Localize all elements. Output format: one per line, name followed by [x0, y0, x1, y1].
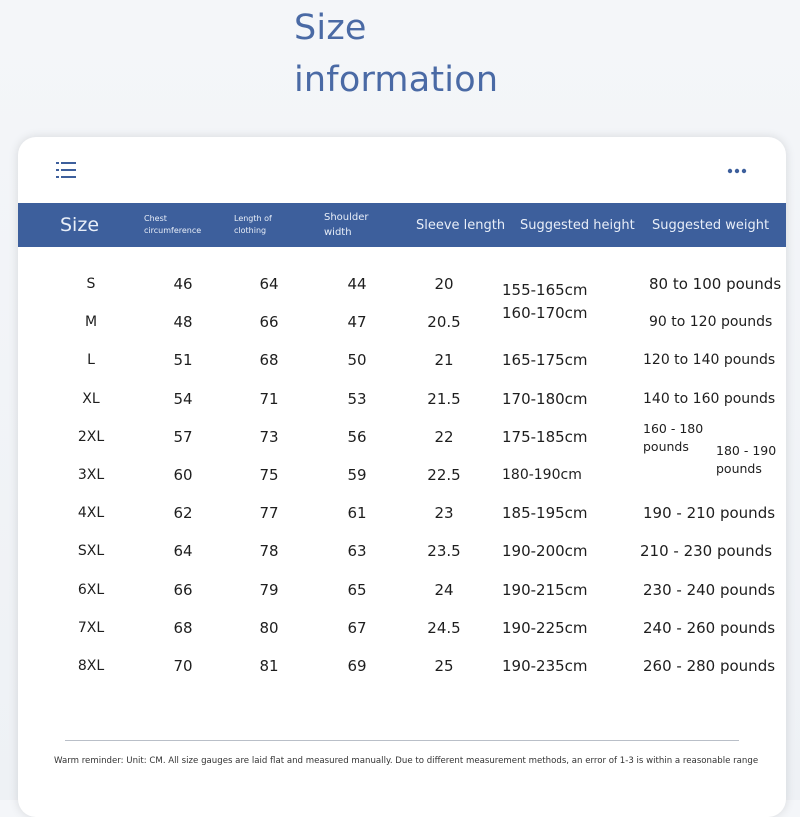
cell-weight: 80 to 100 pounds: [649, 275, 782, 293]
page-title-line2: information: [294, 60, 499, 100]
cell-shoulder: 67: [347, 618, 367, 637]
cell-height: 155-165cm: [502, 281, 588, 299]
table-row: [18, 442, 786, 494]
cell-weight: 160 - 180 pounds: [643, 420, 704, 454]
size-chart-card: [18, 137, 786, 817]
cell-chest: 51: [173, 351, 193, 370]
cell-length: 78: [259, 542, 279, 561]
cell-height: 185-195cm: [502, 504, 588, 523]
table-header: [18, 203, 786, 247]
cell-size: M: [84, 314, 98, 331]
table-row: [18, 494, 786, 532]
cell-chest: 70: [173, 656, 193, 675]
cell-shoulder: 56: [347, 427, 367, 446]
menu-list-icon[interactable]: [56, 161, 76, 179]
header-height: Suggested height: [520, 217, 635, 233]
cell-shoulder: 44: [347, 275, 367, 293]
table-body: [18, 265, 786, 685]
more-dots-icon[interactable]: [727, 168, 747, 174]
cell-weight: 210 - 230 pounds: [640, 542, 773, 561]
cell-height: 190-225cm: [502, 618, 588, 637]
cell-length: 68: [259, 351, 279, 370]
cell-chest: 62: [173, 504, 193, 523]
cell-weight: 190 - 210 pounds: [643, 504, 776, 523]
cell-height: 170-180cm: [502, 389, 588, 408]
cell-weight: 90 to 120 pounds: [649, 314, 773, 331]
header-sleeve: Sleeve length: [416, 217, 506, 233]
cell-sleeve: 23.5: [427, 542, 461, 561]
cell-size: 2XL: [77, 428, 105, 445]
cell-height: 190-235cm: [502, 656, 588, 675]
cell-size: SXL: [77, 543, 105, 560]
cell-length: 66: [259, 313, 279, 332]
cell-sleeve: 22: [434, 427, 454, 446]
cell-size: 6XL: [77, 581, 105, 598]
cell-length: 81: [259, 656, 279, 675]
cell-height: 190-215cm: [502, 580, 588, 599]
cell-size: XL: [82, 390, 100, 407]
cell-chest: 46: [173, 275, 193, 293]
cell-size: 7XL: [77, 619, 105, 636]
cell-sleeve: 21.5: [427, 389, 461, 408]
cell-weight: 120 to 140 pounds: [643, 352, 776, 369]
table-row: [18, 303, 786, 341]
cell-sleeve: 21: [434, 351, 454, 370]
cell-chest: 57: [173, 427, 193, 446]
cell-height: 180-190cm: [502, 466, 582, 483]
cell-sleeve: 23: [434, 504, 454, 523]
cell-sleeve: 25: [434, 656, 454, 675]
cell-chest: 54: [173, 389, 193, 408]
header-shoulder: Shoulder width: [324, 212, 369, 238]
header-chest: Chest circumference: [144, 214, 202, 235]
table-row: [18, 609, 786, 647]
cell-length: 75: [259, 465, 279, 484]
cell-size: 4XL: [77, 505, 105, 522]
cell-height: 160-170cm: [502, 304, 588, 323]
cell-shoulder: 59: [347, 465, 367, 484]
cell-sleeve: 24.5: [427, 618, 461, 637]
page-title: [294, 2, 498, 106]
table-row: [18, 418, 786, 456]
page-title-line1: Size: [294, 8, 367, 48]
cell-length: 73: [259, 427, 279, 446]
cell-size: 3XL: [77, 466, 105, 483]
header-length: Length of clothing: [234, 214, 272, 235]
cell-length: 79: [259, 580, 279, 599]
cell-weight: 230 - 240 pounds: [643, 580, 776, 599]
cell-shoulder: 50: [347, 351, 367, 370]
cell-sleeve: 24: [434, 580, 454, 599]
cell-weight: 180 - 190 pounds: [716, 442, 777, 476]
cell-shoulder: 61: [347, 504, 367, 523]
warm-reminder-note: Warm reminder: Unit: CM. All size gauges are laid flat and measured manually. Due to different measurement methods, an error of 1-3 is within a reasonable range: [54, 756, 759, 766]
cell-shoulder: 69: [347, 656, 367, 675]
table-row: [18, 532, 786, 570]
table-row: [18, 380, 786, 418]
cell-sleeve: 20: [434, 275, 454, 293]
cell-chest: 66: [173, 580, 193, 599]
cell-weight: 260 - 280 pounds: [643, 656, 776, 675]
header-size: Size: [60, 214, 100, 236]
cell-weight: 140 to 160 pounds: [643, 390, 776, 407]
cell-size: S: [86, 276, 96, 292]
cell-length: 80: [259, 618, 279, 637]
cell-sleeve: 22.5: [427, 465, 461, 484]
cell-height: 165-175cm: [502, 351, 588, 370]
cell-shoulder: 53: [347, 389, 367, 408]
cell-height: 175-185cm: [502, 427, 588, 446]
cell-shoulder: 65: [347, 580, 367, 599]
cell-length: 64: [259, 275, 279, 293]
cell-shoulder: 47: [347, 313, 367, 332]
cell-size: L: [87, 352, 95, 369]
cell-length: 77: [259, 504, 279, 523]
cell-length: 71: [259, 389, 279, 408]
cell-height: 190-200cm: [502, 542, 588, 561]
table-row: [18, 265, 786, 303]
cell-chest: 64: [173, 542, 193, 561]
cell-chest: 60: [173, 465, 193, 484]
cell-size: 8XL: [77, 657, 105, 674]
cell-chest: 68: [173, 618, 193, 637]
table-row: [18, 341, 786, 379]
cell-sleeve: 20.5: [427, 313, 461, 332]
cell-chest: 48: [173, 313, 193, 332]
table-row: [18, 571, 786, 609]
table-row: [18, 647, 786, 685]
header-weight: Suggested weight: [652, 217, 770, 233]
cell-shoulder: 63: [347, 542, 367, 561]
cell-weight: 240 - 260 pounds: [643, 618, 776, 637]
footer-divider: [65, 740, 739, 741]
